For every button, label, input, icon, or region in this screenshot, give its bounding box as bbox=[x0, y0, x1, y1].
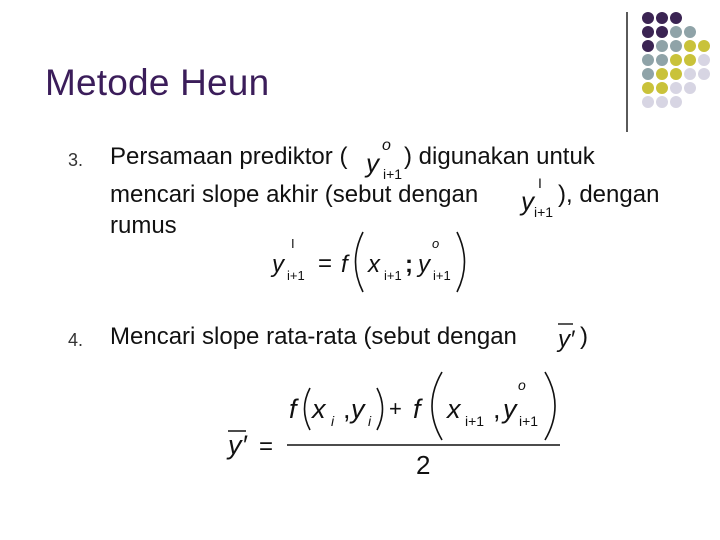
math-y: y bbox=[418, 251, 430, 278]
math-eq: = bbox=[259, 433, 274, 460]
math-prime: ′ bbox=[571, 326, 576, 353]
math-y: y bbox=[228, 430, 242, 460]
math-eq: = bbox=[318, 250, 333, 277]
math-f: f bbox=[413, 394, 421, 424]
math-plus: + bbox=[389, 396, 402, 421]
list-number: 4. bbox=[68, 330, 84, 350]
math-comma: , bbox=[343, 394, 351, 424]
math-semicolon: ; bbox=[405, 251, 413, 278]
math-sup-o: o bbox=[518, 377, 526, 393]
math-sub-i1: i+1 bbox=[465, 413, 485, 429]
math-comma: , bbox=[493, 394, 501, 424]
math-denominator: 2 bbox=[416, 450, 431, 480]
math-y: y bbox=[503, 394, 517, 424]
formula-slope-end bbox=[270, 232, 465, 292]
right-paren bbox=[377, 388, 383, 430]
math-sup-o: o bbox=[432, 236, 440, 251]
math-y: y bbox=[558, 326, 570, 353]
math-sub-i: i bbox=[368, 413, 372, 429]
math-sub-i1: i+1 bbox=[383, 166, 403, 182]
inline-ybar bbox=[556, 324, 576, 353]
math-sup-prime: I bbox=[291, 236, 295, 251]
slide-title: Metode Heun bbox=[45, 62, 270, 103]
left-paren bbox=[356, 232, 364, 292]
math-y: y bbox=[351, 394, 365, 424]
left-paren bbox=[432, 372, 442, 440]
math-x: x bbox=[447, 394, 461, 424]
math-f: f bbox=[341, 251, 348, 278]
item3-line3: rumus bbox=[110, 212, 177, 239]
left-paren bbox=[305, 388, 311, 430]
item3-line1-end: ) digunakan untuk bbox=[404, 143, 595, 170]
math-f: f bbox=[289, 394, 297, 424]
item4-line1-end: ) bbox=[580, 323, 588, 350]
item3-line2-start: mencari slope akhir (sebut dengan bbox=[110, 181, 479, 208]
right-paren bbox=[545, 372, 555, 440]
right-paren bbox=[457, 232, 465, 292]
math-sub-i: i bbox=[331, 413, 335, 429]
math-y: y bbox=[521, 186, 534, 216]
list-number: 3. bbox=[68, 150, 84, 170]
math-x: x bbox=[368, 251, 380, 278]
math-sup-prime: I bbox=[538, 175, 542, 191]
math-y: y bbox=[272, 251, 284, 278]
math-sub-i1: i+1 bbox=[534, 204, 554, 220]
math-sup-o: o bbox=[382, 137, 391, 154]
item3-line1-start: Persamaan prediktor ( bbox=[110, 143, 348, 170]
math-sub-i1: i+1 bbox=[519, 413, 539, 429]
math-sub-i1: i+1 bbox=[384, 268, 402, 283]
math-x: x bbox=[312, 394, 326, 424]
math-sub-i1: i+1 bbox=[433, 268, 451, 283]
formula-average-slope bbox=[226, 372, 560, 480]
math-prime: ′ bbox=[243, 430, 249, 460]
math-y: y bbox=[366, 148, 379, 178]
item3-line2-end: ), dengan bbox=[558, 181, 660, 208]
math-sub-i1: i+1 bbox=[287, 268, 305, 283]
item4-line1-start: Mencari slope rata-rata (sebut dengan bbox=[110, 323, 517, 350]
